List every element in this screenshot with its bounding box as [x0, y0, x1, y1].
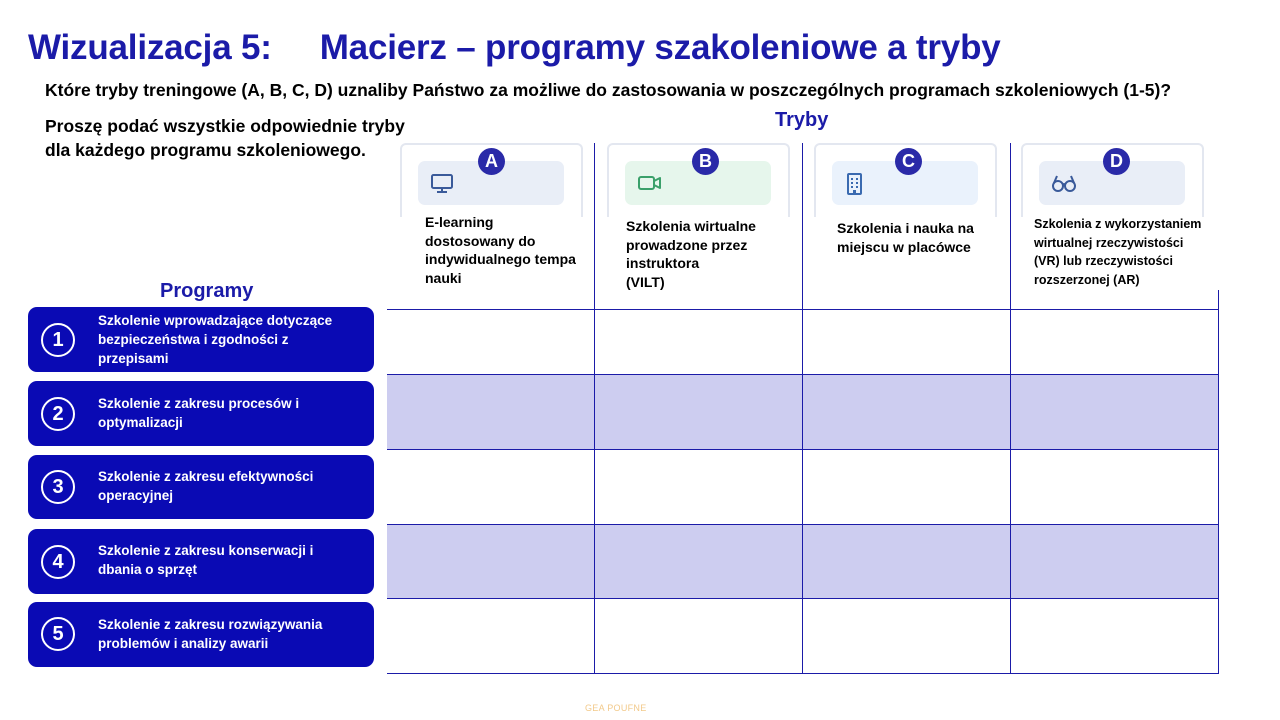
question-text: Które tryby treningowe (A, B, C, D) uznaliby Państwo za możliwe do zastosowania w poszczególnych programach szkoleniowych (1-5)?	[45, 80, 1172, 100]
building-icon	[844, 172, 866, 196]
program-label-line: Szkolenie z zakresu rozwiązywania	[98, 617, 323, 632]
mode-description-b	[626, 217, 791, 291]
mode-description-d	[1034, 215, 1214, 289]
program-label-line: Szkolenie z zakresu procesów i	[98, 396, 300, 411]
matrix-cell-5-c[interactable]	[803, 599, 1010, 673]
instruction-line-1: Proszę podać wszystkie odpowiednie tryby	[45, 116, 405, 136]
video-camera-icon	[637, 172, 663, 194]
monitor-icon	[430, 172, 454, 194]
desc-line: rozszerzonej (AR)	[1034, 272, 1140, 287]
program-number-3: 3	[41, 470, 75, 504]
grid-vertical-line	[1218, 290, 1219, 674]
program-label-line: optymalizacji	[98, 415, 183, 430]
desc-line: Szkolenia wirtualne	[626, 218, 756, 234]
program-number-1: 1	[41, 323, 75, 357]
program-label-4	[98, 541, 362, 579]
modes-heading: Tryby	[775, 109, 829, 131]
mode-header-a	[400, 143, 583, 309]
mode-description-c	[837, 219, 1002, 256]
matrix-cell-5-b[interactable]	[595, 599, 802, 673]
program-label-line: bezpieczeństwa i zgodności z	[98, 332, 289, 347]
program-label-line: Szkolenie z zakresu efektywności	[98, 469, 314, 484]
desc-line: Szkolenia z wykorzystaniem	[1034, 217, 1202, 231]
program-label-5	[98, 615, 362, 653]
desc-line: instruktora	[626, 255, 700, 271]
desc-line: (VILT)	[626, 273, 665, 290]
instruction-line-2: dla każdego programu szkoleniowego.	[45, 140, 366, 160]
glasses-icon	[1051, 172, 1077, 194]
desc-line: prowadzone przez	[626, 236, 748, 253]
program-label-line: operacyjnej	[98, 488, 174, 503]
matrix-cell-2-c[interactable]	[803, 375, 1010, 449]
desc-line: indywidualnego tempa	[425, 251, 576, 267]
program-label-1	[98, 311, 362, 368]
program-label-line: przepisami	[98, 351, 169, 366]
matrix-cell-2-d[interactable]	[1011, 375, 1218, 449]
matrix-cell-2-b[interactable]	[595, 375, 802, 449]
desc-line: Szkolenia i nauka na	[837, 220, 974, 236]
matrix-cell-1-a[interactable]	[388, 310, 594, 374]
matrix-cell-5-d[interactable]	[1011, 599, 1218, 673]
mode-header-c	[814, 143, 997, 309]
confidentiality-footer: GEA POUFNE	[585, 703, 647, 713]
mode-description-a	[425, 213, 590, 287]
program-label-3	[98, 467, 362, 505]
matrix-cell-4-c[interactable]	[803, 525, 1010, 598]
desc-line: wirtualnej rzeczywistości	[1034, 235, 1184, 250]
program-item-2	[28, 381, 374, 446]
program-label-line: Szkolenie wprowadzające dotyczące	[98, 313, 333, 328]
matrix-cell-3-d[interactable]	[1011, 450, 1218, 524]
matrix-cell-1-b[interactable]	[595, 310, 802, 374]
desc-line: E-learning	[425, 214, 494, 230]
mode-badge-b: B	[692, 148, 719, 175]
desc-line: dostosowany do	[425, 232, 536, 249]
matrix-cell-2-a[interactable]	[388, 375, 594, 449]
program-label-2	[98, 394, 362, 432]
program-number-5: 5	[41, 617, 75, 651]
desc-line: (VR) lub rzeczywistości	[1034, 254, 1173, 268]
desc-line: nauki	[425, 269, 462, 286]
mode-header-b	[607, 143, 790, 309]
program-label-line: Szkolenie z zakresu konserwacji i	[98, 543, 314, 558]
matrix-cell-4-a[interactable]	[388, 525, 594, 598]
matrix-cell-3-c[interactable]	[803, 450, 1010, 524]
mode-badge-d: D	[1103, 148, 1130, 175]
matrix-cell-4-d[interactable]	[1011, 525, 1218, 598]
matrix-cell-1-c[interactable]	[803, 310, 1010, 374]
program-item-5	[28, 602, 374, 667]
mode-header-d	[1021, 143, 1204, 309]
title-part-1: Wizualizacja 5:	[28, 28, 272, 67]
program-item-4	[28, 529, 374, 594]
title-part-2: Macierz – programy szakoleniowe a tryby	[319, 28, 1001, 67]
programs-heading: Programy	[160, 280, 254, 302]
program-item-3	[28, 455, 374, 519]
program-label-line: dbania o sprzęt	[98, 562, 198, 577]
program-number-2: 2	[41, 397, 75, 431]
page-title	[28, 28, 1001, 68]
mode-badge-a: A	[478, 148, 505, 175]
matrix-cell-3-b[interactable]	[595, 450, 802, 524]
program-item-1	[28, 307, 374, 372]
mode-badge-c: C	[895, 148, 922, 175]
program-number-4: 4	[41, 545, 75, 579]
instruction-text	[45, 114, 445, 162]
grid-horizontal-line	[387, 673, 1219, 674]
matrix-cell-5-a[interactable]	[388, 599, 594, 673]
program-label-line: problemów i analizy awarii	[98, 636, 269, 651]
desc-line: miejscu w placówce	[837, 238, 971, 255]
matrix-cell-1-d[interactable]	[1011, 310, 1218, 374]
matrix-cell-4-b[interactable]	[595, 525, 802, 598]
matrix-cell-3-a[interactable]	[388, 450, 594, 524]
